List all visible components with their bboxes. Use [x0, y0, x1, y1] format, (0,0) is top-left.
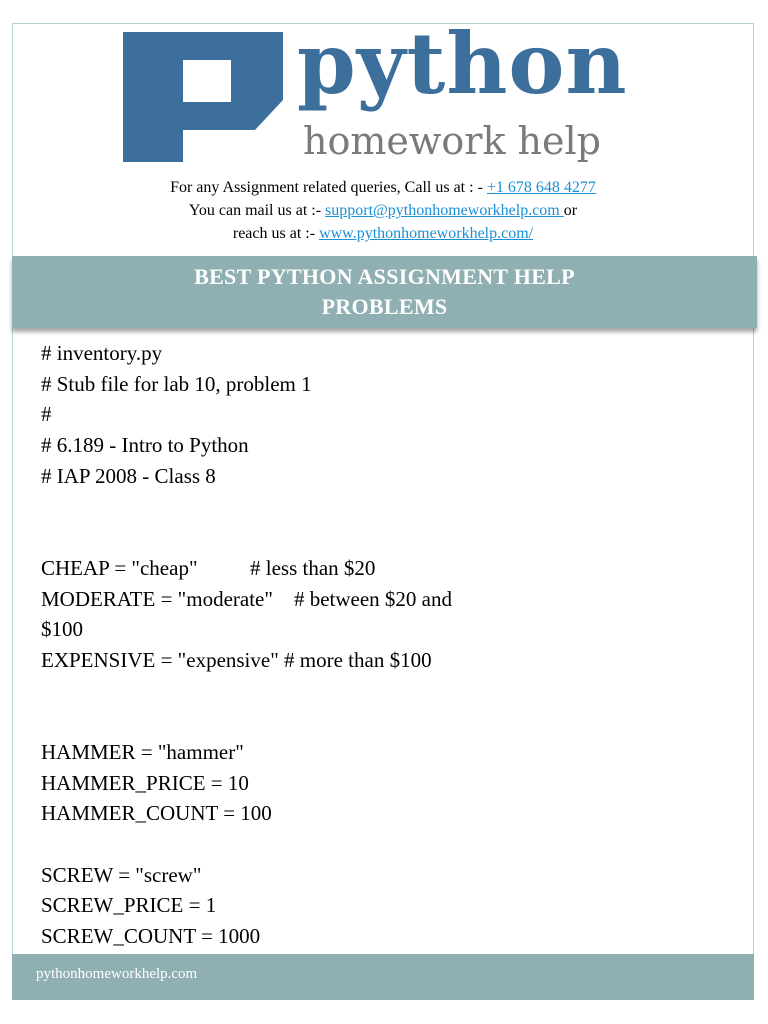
banner-title-line-1: BEST PYTHON ASSIGNMENT HELP [194, 264, 575, 289]
website-label: reach us at :- [232, 225, 320, 242]
email-label: You can mail us at :- [188, 202, 326, 219]
document-page [12, 14, 754, 1000]
footer-bar [12, 954, 754, 1000]
code-line: MODERATE = "moderate" # between $20 and [41, 586, 452, 611]
code-line: HAMMER_COUNT = 100 [41, 801, 272, 826]
email-link[interactable]: support@pythonhomeworkhelp.com [325, 202, 564, 219]
code-line: # 6.189 - Intro to Python [41, 433, 249, 458]
code-line: # inventory.py [41, 341, 163, 365]
code-line: CHEAP = "cheap" # less than $20 [41, 555, 376, 580]
contact-website-line [13, 222, 753, 245]
website-link[interactable]: www.pythonhomeworkhelp.com/ [319, 225, 534, 242]
code-line: SCREW_COUNT = 1000 [41, 924, 261, 949]
logo-subtitle: homework help [303, 119, 601, 163]
code-line: SCREW_PRICE = 1 [41, 893, 217, 918]
code-line: # Stub file for lab 10, problem 1 [41, 371, 312, 396]
code-line: # IAP 2008 - Class 8 [41, 463, 216, 488]
title-banner [12, 256, 757, 328]
code-line [41, 829, 741, 860]
code-line: EXPENSIVE = "expensive" # more than $100 [41, 647, 432, 672]
phone-label: For any Assignment related queries, Call us at : - [170, 179, 487, 196]
python-homework-help-logo [123, 14, 653, 163]
code-line [41, 676, 741, 707]
code-line: SCREW = "screw" [41, 862, 202, 887]
code-line: HAMMER = "hammer" [41, 739, 244, 764]
footer-site-link[interactable]: pythonhomeworkhelp.com [36, 966, 198, 982]
contact-email-line [13, 199, 753, 222]
python-logo-mark-icon [123, 32, 283, 162]
banner-title-line-2: PROBLEMS [321, 294, 448, 319]
code-line [41, 706, 741, 737]
code-line [41, 491, 741, 522]
code-line [41, 522, 741, 553]
code-line: $100 [41, 617, 83, 642]
code-line: # [41, 402, 52, 427]
phone-link[interactable]: +1 678 648 4277 [486, 179, 596, 196]
logo-word: python [297, 14, 628, 113]
code-listing [41, 338, 741, 952]
contact-info [13, 176, 753, 245]
code-line: HAMMER_PRICE = 10 [41, 770, 249, 795]
email-suffix: or [563, 202, 578, 219]
contact-phone-line [13, 176, 753, 199]
